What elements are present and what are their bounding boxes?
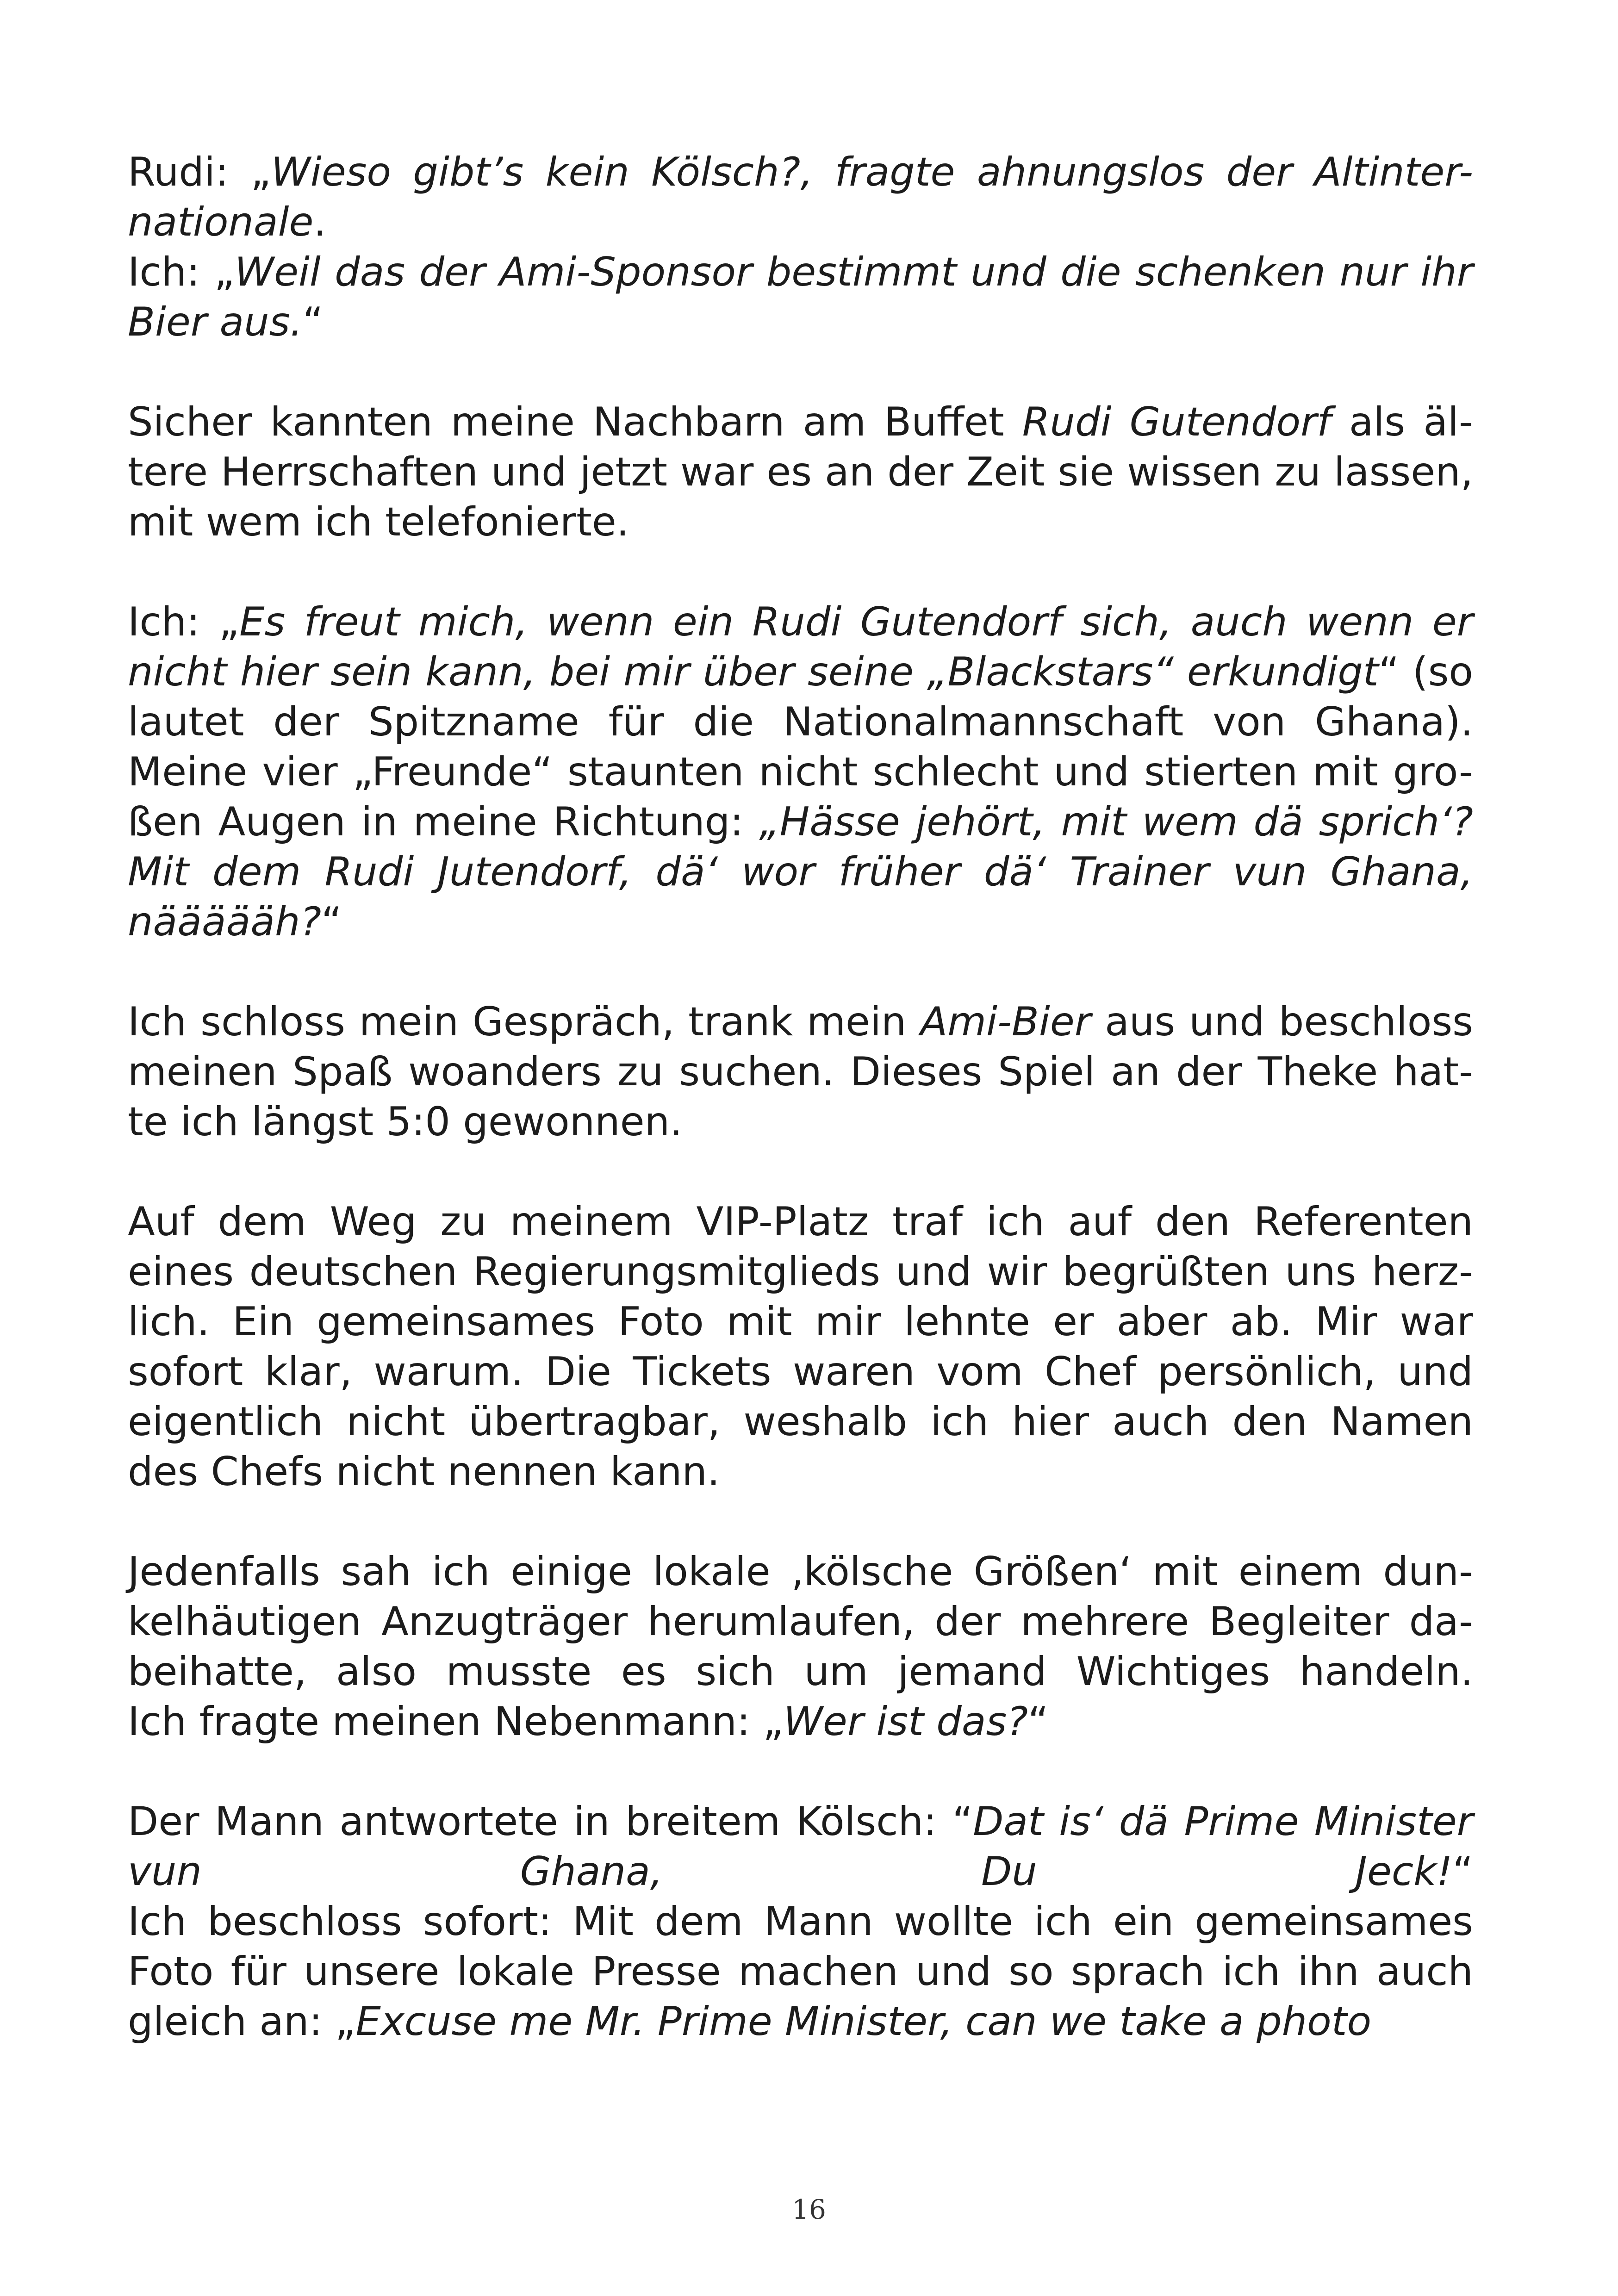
text-run: “: [321, 899, 342, 945]
text-line: [128, 197, 1473, 247]
italic-text-run: Es freut mich, wenn ein Rudi Gutendorf sich, auch wenn er: [239, 599, 1473, 645]
text-run: Der Mann antwortete in breitem Kölsch: “: [128, 1798, 973, 1845]
text-line: [128, 1547, 1473, 1597]
text-line: [128, 1597, 1473, 1647]
text-line: [128, 247, 1473, 297]
text-run: lich. Ein gemeinsames Foto mit mir lehnte er aber ab. Mir war: [128, 1299, 1473, 1345]
text-line: [128, 1897, 1473, 1947]
text-run: Auf dem Weg zu meinem VIP-Platz traf ich auf den Referenten: [128, 1199, 1473, 1245]
page-number: 16: [792, 2194, 826, 2225]
text-line: [128, 747, 1473, 797]
text-run: beihatte, also musste es sich um jemand Wichtiges handeln.: [128, 1649, 1473, 1695]
text-line: [128, 1647, 1473, 1697]
text-run: Ich beschloss sofort: Mit dem Mann wollte ich ein gemeinsames: [128, 1898, 1473, 1945]
text-line: [128, 1297, 1473, 1347]
document-body: [128, 147, 1473, 2047]
italic-text-run: näääääh?: [128, 899, 322, 945]
text-run: Sicher kannten meine Nachbarn am Buffet: [128, 399, 1022, 445]
text-run: ßen Augen in meine Richtung:: [128, 799, 759, 845]
text-line: [128, 1047, 1473, 1097]
text-line: [128, 797, 1473, 847]
italic-text-run: Rudi Gutendorf: [1022, 399, 1331, 445]
paragraph: [128, 1547, 1473, 1747]
italic-text-run: Ami-Bier: [920, 999, 1091, 1045]
text-line: [128, 1697, 1473, 1747]
text-line: [128, 1997, 1473, 2047]
text-line: [128, 497, 1473, 547]
text-run: “: [1027, 1699, 1049, 1745]
text-line: [128, 897, 1473, 947]
text-line: [128, 597, 1473, 647]
text-run: eigentlich nicht übertragbar, weshalb ich hier auch den Namen: [128, 1399, 1473, 1445]
paragraph: [128, 1797, 1473, 2047]
text-run: Ich: „: [128, 599, 240, 645]
paragraph: [128, 147, 1473, 347]
text-run: te ich längst 5:0 gewonnen.: [128, 1099, 683, 1145]
text-run: Ich: „: [128, 249, 235, 295]
text-line: [128, 297, 1473, 347]
text-line: [128, 847, 1473, 897]
text-line: [128, 1347, 1473, 1397]
text-run: .: [313, 199, 326, 245]
text-run: Ich schloss mein Gespräch, trank mein: [128, 999, 921, 1045]
text-run: Jedenfalls sah ich einige lokale ‚kölsche Größen‘ mit einem dun-: [128, 1549, 1473, 1595]
italic-text-run: nationale: [128, 199, 314, 245]
text-line: [128, 1197, 1473, 1247]
text-line: [128, 1247, 1473, 1297]
text-line: [128, 1947, 1473, 1997]
text-run: Rudi: „: [128, 149, 271, 195]
text-run: Foto für unsere lokale Presse machen und so sprach ich ihn auch: [128, 1948, 1473, 1995]
italic-text-run: Excuse me Mr. Prime Minister, can we take a photo: [355, 1998, 1372, 2045]
text-line: [128, 997, 1473, 1047]
text-run: sofort klar, warum. Die Tickets waren vom Chef persönlich, und: [128, 1349, 1473, 1395]
text-line: [128, 397, 1473, 447]
text-run: eines deutschen Regierungsmitglieds und wir begrüßten uns herz-: [128, 1249, 1473, 1295]
text-line: [128, 147, 1473, 197]
text-line: [128, 697, 1473, 747]
italic-text-run: Wer ist das?: [783, 1699, 1028, 1745]
text-line: [128, 447, 1473, 497]
text-run: “: [1452, 1848, 1473, 1895]
text-run: meinen Spaß woanders zu suchen. Dieses Spiel an der Theke hat-: [128, 1049, 1473, 1095]
italic-text-run: Wieso gibt’s kein Kölsch?, fragte ahnungslos der Altinter-: [271, 149, 1473, 195]
text-line: [128, 1397, 1473, 1447]
text-run: des Chefs nicht nennen kann.: [128, 1449, 720, 1495]
text-run: mit wem ich telefonierte.: [128, 499, 629, 545]
text-run: als äl-: [1331, 399, 1473, 445]
text-run: Meine vier „Freunde“ staunten nicht schlecht und stierten mit gro-: [128, 749, 1473, 795]
text-line: [128, 1447, 1473, 1497]
text-run: tere Herrschaften und jetzt war es an der Zeit sie wissen zu lassen,: [128, 449, 1473, 495]
text-run: aus und beschloss: [1091, 999, 1473, 1045]
text-run: “ (so: [1378, 649, 1473, 695]
text-run: kelhäutigen Anzugträger herumlaufen, der mehrere Begleiter da-: [128, 1599, 1473, 1645]
text-run: lautet der Spitzname für die Nationalmannschaft von Ghana).: [128, 699, 1473, 745]
italic-text-run: nicht hier sein kann, bei mir über seine „Blackstars“ erkundigt: [128, 649, 1379, 695]
text-run: gleich an: „: [128, 1998, 356, 2045]
text-line: [128, 1847, 1473, 1897]
italic-text-run: „Hässe jehört, mit wem dä sprich‘?: [759, 799, 1473, 845]
text-run: “: [302, 299, 324, 345]
paragraph: [128, 397, 1473, 547]
italic-text-run: Bier aus.: [128, 299, 303, 345]
italic-text-run: Weil das der Ami-Sponsor bestimmt und die schenken nur ihr: [235, 249, 1473, 295]
italic-text-run: vun Ghana, Du Jeck!: [128, 1848, 1453, 1895]
text-run: Ich fragte meinen Nebenmann: „: [128, 1699, 784, 1745]
italic-text-run: Mit dem Rudi Jutendorf, dä‘ wor früher dä‘ Trainer vun Ghana,: [128, 849, 1473, 895]
paragraph: [128, 597, 1473, 947]
text-line: [128, 647, 1473, 697]
text-line: [128, 1097, 1473, 1147]
italic-text-run: Dat is‘ dä Prime Minister: [973, 1798, 1473, 1845]
paragraph: [128, 1197, 1473, 1497]
paragraph: [128, 997, 1473, 1147]
text-line: [128, 1797, 1473, 1847]
